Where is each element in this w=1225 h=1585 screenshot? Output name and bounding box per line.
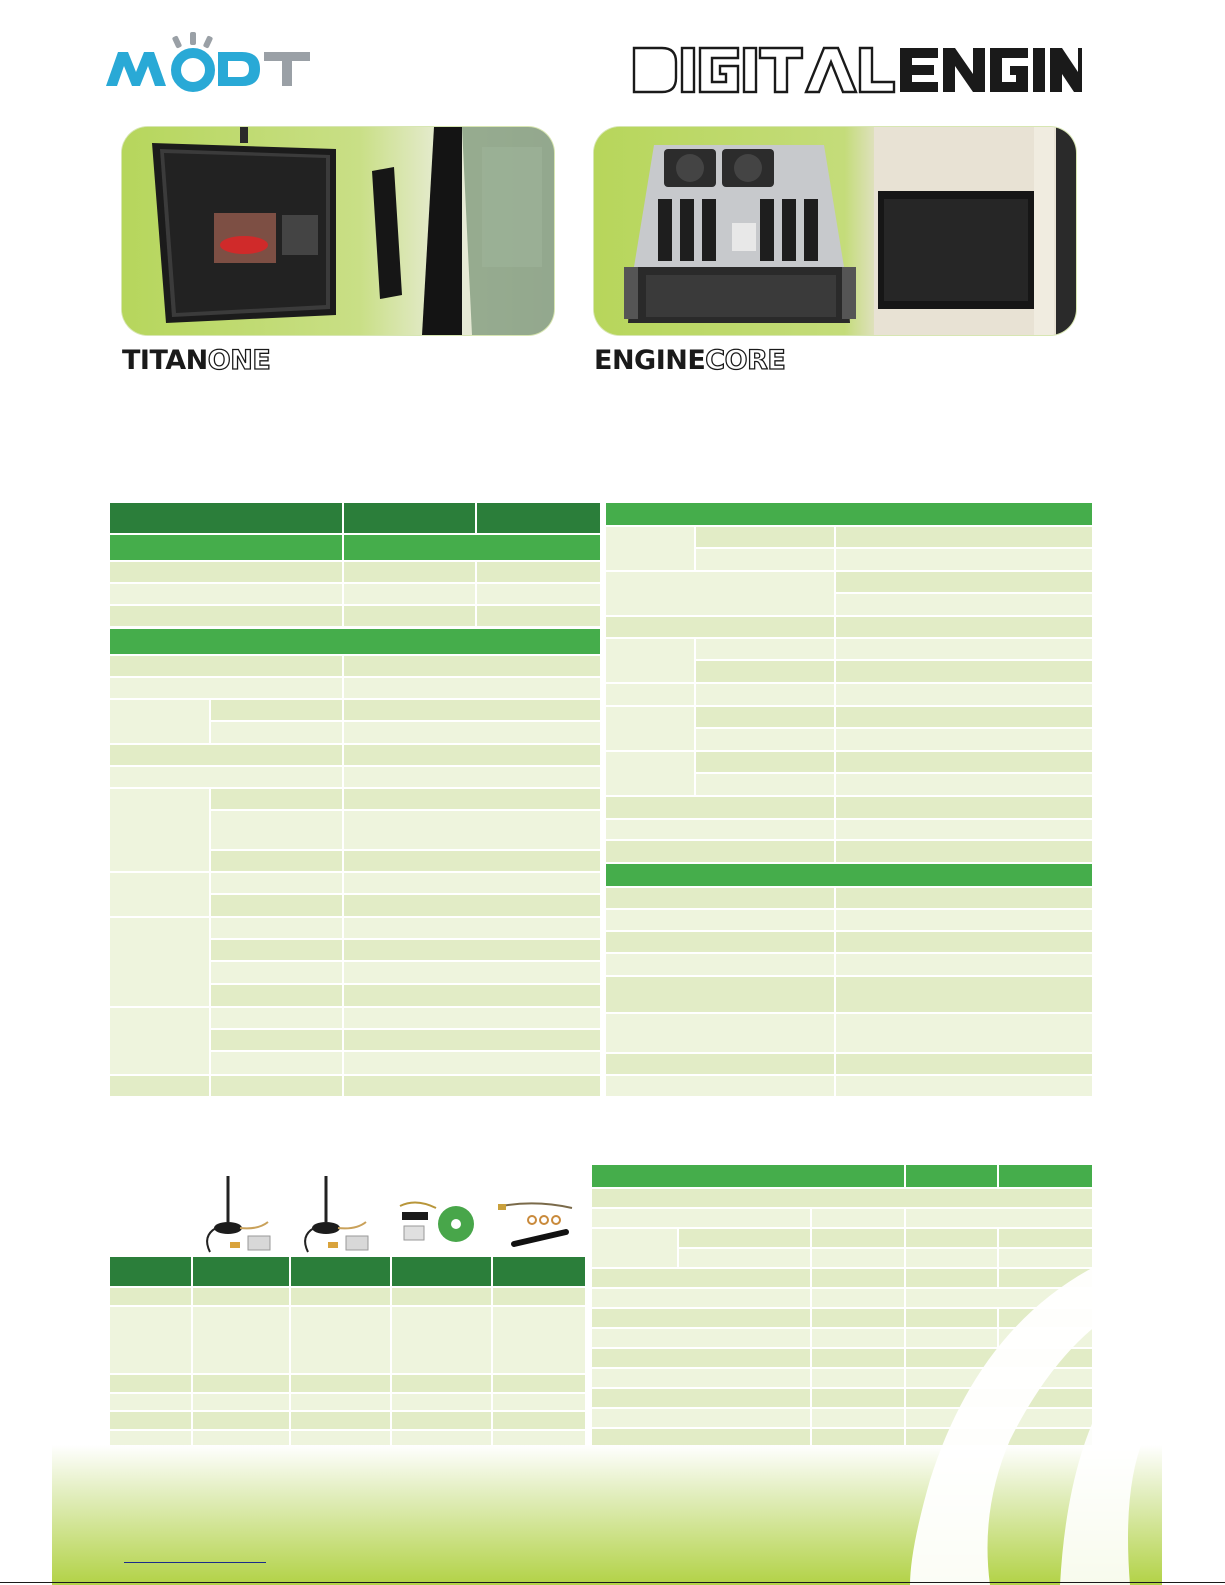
table-row — [606, 1054, 1092, 1074]
table-row-group — [606, 527, 695, 570]
table-row — [606, 954, 1092, 975]
table-row-group — [606, 707, 695, 750]
table-row — [110, 562, 600, 582]
table-row-group — [110, 700, 210, 743]
table-row — [606, 1014, 1092, 1052]
table-row — [210, 1052, 600, 1074]
table-row — [110, 606, 600, 626]
table-header — [110, 1257, 585, 1286]
table-row — [110, 1412, 585, 1429]
table-row — [110, 1375, 585, 1392]
table-row — [210, 851, 600, 871]
table-row — [110, 1394, 585, 1410]
section-header — [110, 629, 600, 654]
table-row-group — [592, 1229, 678, 1267]
table-row — [695, 774, 1092, 795]
table-row — [606, 820, 1092, 839]
table-row — [695, 752, 1092, 772]
table-row — [835, 572, 1092, 592]
modt-logo — [104, 30, 314, 94]
table-row — [695, 661, 1092, 682]
table-row — [210, 985, 600, 1006]
accessory-antenna-kit-1 — [198, 1172, 288, 1258]
table-row — [606, 684, 1092, 705]
product-title-outline: ONE — [207, 345, 271, 376]
decorative-swirl — [870, 1180, 1170, 1585]
table-row — [606, 888, 1092, 908]
table-row — [695, 527, 1092, 547]
engine-core-photo — [594, 127, 1076, 335]
table-row — [606, 932, 1092, 952]
table-row — [606, 1076, 1092, 1096]
table-row — [110, 584, 600, 604]
table-row-group — [110, 918, 210, 1006]
table-row — [695, 639, 1092, 659]
antenna-kit-icon — [305, 1176, 368, 1252]
footer-rule — [0, 1582, 1225, 1583]
section-header — [606, 864, 1092, 886]
display-kiosk-image — [122, 127, 554, 335]
product-title-solid: TITAN — [122, 345, 208, 376]
table-header — [110, 503, 600, 533]
product-title-solid: ENGINE — [594, 345, 706, 376]
table-row — [210, 873, 600, 893]
section-header — [606, 503, 1092, 525]
table-row-group — [110, 789, 210, 871]
table-row — [110, 1288, 585, 1305]
product-title-titan-one — [122, 346, 270, 376]
software-cd-kit-icon — [400, 1202, 474, 1242]
accessory-software-kit — [396, 1196, 480, 1248]
table-row — [210, 918, 600, 938]
table-row — [606, 910, 1092, 930]
product-title-outline: CORE — [705, 345, 786, 376]
table-row — [110, 1307, 585, 1373]
table-row-group — [606, 752, 695, 795]
table-row — [210, 962, 600, 983]
accessory-antenna-kit-2 — [296, 1172, 386, 1258]
table-row — [606, 797, 1092, 818]
table-row — [606, 617, 1092, 637]
digital-engine-logo — [632, 44, 1082, 96]
table-row — [110, 745, 600, 765]
antenna-cable-icon — [498, 1203, 572, 1244]
footer-link-underline[interactable] — [124, 1562, 266, 1563]
rack-chassis-image — [594, 127, 1076, 335]
table-row-group — [606, 572, 835, 615]
table-row — [835, 594, 1092, 615]
product-title-engine-core — [594, 346, 785, 376]
table-row — [210, 811, 600, 849]
table-row-group — [606, 639, 695, 682]
table-row — [210, 1008, 600, 1028]
table-row — [210, 940, 600, 960]
table-row — [110, 1076, 600, 1096]
titan-one-photo — [122, 127, 554, 335]
antenna-kit-icon — [207, 1176, 270, 1252]
table-row — [110, 767, 600, 787]
table-row — [606, 841, 1092, 862]
table-row — [210, 700, 600, 720]
table-row — [210, 1030, 600, 1050]
table-row — [110, 656, 600, 676]
table-row — [695, 707, 1092, 727]
table-row — [110, 678, 600, 698]
table-row — [695, 549, 1092, 570]
table-row-group — [110, 873, 210, 916]
accessory-antenna-cable — [496, 1198, 580, 1250]
table-row — [210, 722, 600, 743]
table-row-group — [110, 1008, 210, 1074]
table-row — [210, 895, 600, 916]
table-row — [606, 977, 1092, 1012]
section-header — [110, 535, 600, 560]
table-row — [210, 789, 600, 809]
table-row — [695, 729, 1092, 750]
